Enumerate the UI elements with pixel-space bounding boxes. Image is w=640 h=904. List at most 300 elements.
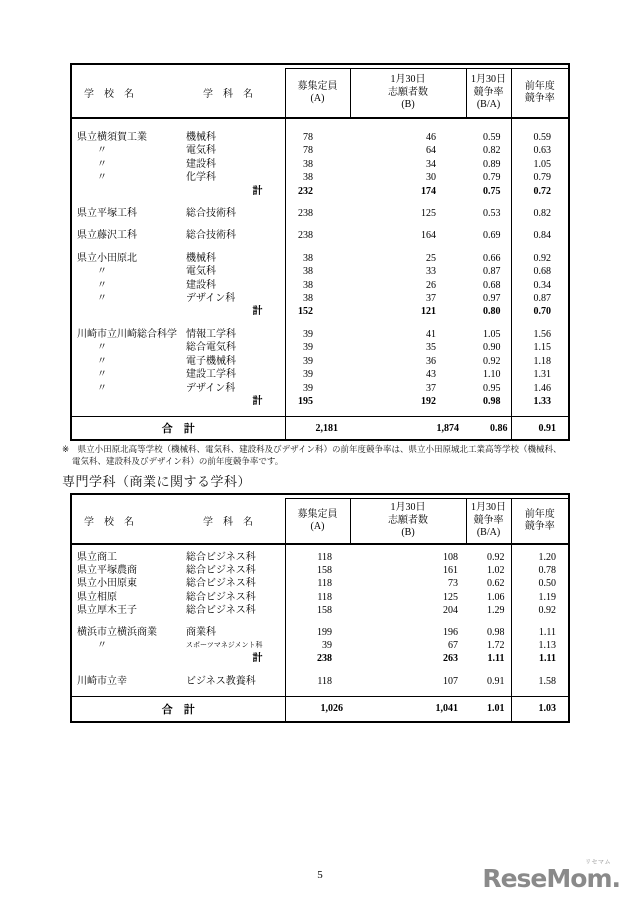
cell-b: 107 <box>443 675 458 687</box>
cell-prev: 1.11 <box>511 652 568 665</box>
cell-dept: デザイン科 <box>186 382 236 394</box>
table-row <box>72 144 568 157</box>
cell-b: 64 <box>426 145 436 157</box>
cell-b: 67 <box>448 640 458 652</box>
col-header-applicants <box>350 499 466 545</box>
cell-ba <box>466 220 511 229</box>
cell-ba: 0.92 <box>483 355 501 367</box>
table-row <box>72 252 568 265</box>
table-row <box>72 279 568 292</box>
table-row <box>72 229 568 242</box>
cell-dept <box>185 243 285 252</box>
cell-school <box>72 408 185 417</box>
cell-prev <box>511 198 568 207</box>
page-number: 5 <box>317 869 323 881</box>
cell-prev: 0.59 <box>511 131 568 144</box>
cell-dept: 計 <box>252 395 263 407</box>
cell-ba: 0.95 <box>483 382 501 394</box>
cell-a: 39 <box>285 341 350 354</box>
cell-school: 〃 <box>97 266 107 278</box>
cell-a <box>285 408 350 417</box>
grand-total-capacity: 2,181 <box>285 417 350 440</box>
table-row <box>72 265 568 278</box>
cell-ba: 0.53 <box>483 208 501 220</box>
cell-dept: 計 <box>252 306 263 318</box>
cell-a: 238 <box>285 652 350 665</box>
col-header-school: 学 校 名 <box>72 69 185 119</box>
cell-school: 県立厚木王子 <box>77 604 137 616</box>
cell-a: 238 <box>285 229 350 242</box>
cell-dept: 電気科 <box>186 266 216 278</box>
cell-a <box>285 243 350 252</box>
col-header-prev-ratio-line2: 競争率 <box>524 93 555 104</box>
cell-a <box>285 666 350 675</box>
cell-a <box>285 544 350 551</box>
cell-b: 263 <box>443 653 458 665</box>
cell-b: 41 <box>426 328 436 340</box>
cell-ba: 0.69 <box>483 230 501 242</box>
cell-a: 158 <box>285 564 350 577</box>
cell-b: 30 <box>426 172 436 184</box>
cell-school: 〃 <box>97 158 107 170</box>
cell-prev: 0.34 <box>511 279 568 292</box>
cell-ba: 0.80 <box>483 306 501 318</box>
spacer-row <box>72 243 568 252</box>
grand-total-label: 合 計 <box>72 696 285 721</box>
cell-prev: 0.63 <box>511 144 568 157</box>
cell-dept: 計 <box>252 653 263 665</box>
col-header-prev-ratio-line1: 前年度 <box>524 80 555 92</box>
cell-dept: 建設科 <box>186 279 216 291</box>
resemom-logo <box>482 860 620 892</box>
cell-school: 〃 <box>97 342 107 354</box>
col-header-applicants-line3: (B) <box>401 527 415 539</box>
cell-ba: 0.98 <box>483 395 501 407</box>
cell-a: 78 <box>285 131 350 144</box>
table-row <box>72 551 568 564</box>
col-header-capacity-line2: (A) <box>310 521 325 532</box>
cell-b: 37 <box>426 293 436 305</box>
cell-ba: 0.59 <box>483 132 501 143</box>
cell-b: 125 <box>421 208 436 220</box>
col-header-applicants-line1: 1月30日 <box>390 502 426 514</box>
cell-dept: 総合ビジネス科 <box>186 591 256 603</box>
footnote-line2: 電気科、建設科及びデザイン科）の前年度競争率です。 <box>72 455 284 466</box>
cell-a: 158 <box>285 604 350 617</box>
cell-school: 〃 <box>97 293 107 305</box>
cell-dept: 建設工学科 <box>186 369 236 381</box>
grand-total-row <box>72 696 568 721</box>
cell-dept: ビジネス教養科 <box>186 675 256 687</box>
cell-a: 38 <box>285 265 350 278</box>
cell-b: 33 <box>426 266 436 278</box>
header-row <box>72 69 568 119</box>
grand-total-ratio: 1.01 <box>466 696 511 721</box>
cell-prev: 1.05 <box>511 158 568 171</box>
cell-prev: 0.92 <box>511 252 568 265</box>
cell-b: 73 <box>448 578 458 590</box>
cell-b <box>350 319 466 328</box>
cell-prev <box>511 220 568 229</box>
col-header-ratio <box>466 69 511 119</box>
cell-dept: 機械科 <box>186 132 216 143</box>
cell-a: 38 <box>285 279 350 292</box>
grand-total-ratio: 0.86 <box>466 417 511 440</box>
cell-dept: 電気科 <box>186 145 216 157</box>
col-header-dept: 学 科 名 <box>185 69 285 119</box>
admission-table-1 <box>72 68 568 439</box>
cell-ba <box>466 243 511 252</box>
cell-dept: 総合ビジネス科 <box>186 565 256 577</box>
table-row <box>72 341 568 354</box>
cell-prev: 0.70 <box>511 305 568 318</box>
cell-a <box>285 319 350 328</box>
cell-ba: 1.29 <box>487 604 505 616</box>
table-row <box>72 564 568 577</box>
col-header-prev-ratio-line1: 前年度 <box>524 508 555 520</box>
cell-b: 125 <box>443 591 458 603</box>
cell-school <box>72 666 185 675</box>
cell-ba <box>466 544 511 551</box>
cell-ba <box>466 198 511 207</box>
cell-school: 横浜市立横浜商業 <box>77 627 157 639</box>
cell-prev <box>511 118 568 131</box>
cell-ba: 1.10 <box>483 369 501 381</box>
cell-ba: 0.97 <box>483 293 501 305</box>
cell-prev: 0.82 <box>511 207 568 220</box>
cell-ba <box>466 666 511 675</box>
cell-dept <box>185 666 285 675</box>
cell-prev: 1.33 <box>511 395 568 408</box>
cell-dept: 総合技術科 <box>186 230 236 242</box>
grand-total-prev-ratio: 1.03 <box>511 696 568 721</box>
cell-b: 196 <box>443 627 458 639</box>
cell-b: 43 <box>426 369 436 381</box>
cell-ba: 1.05 <box>483 328 501 340</box>
cell-prev <box>511 688 568 697</box>
grand-total-capacity: 1,026 <box>285 696 350 721</box>
cell-prev: 1.19 <box>511 591 568 604</box>
cell-a: 38 <box>285 292 350 305</box>
cell-a: 39 <box>285 368 350 381</box>
table-row <box>72 639 568 652</box>
footnote-line1: ※ 県立小田原北高等学校（機械科、電気科、建設科及びデザイン科）の前年度競争率は、県立小田原城北工業高等学校（機械科、 <box>62 444 562 454</box>
cell-a: 118 <box>285 577 350 590</box>
cell-b: 204 <box>443 604 458 616</box>
cell-prev <box>511 544 568 551</box>
table-row <box>72 577 568 590</box>
cell-ba: 1.02 <box>487 565 505 577</box>
cell-a: 199 <box>285 626 350 639</box>
cell-ba: 0.91 <box>487 675 505 687</box>
cell-dept <box>185 688 285 697</box>
cell-b <box>350 243 466 252</box>
cell-b: 108 <box>443 552 458 563</box>
col-header-dept: 学 科 名 <box>185 499 285 545</box>
cell-b: 161 <box>443 565 458 577</box>
cell-dept: 情報工学科 <box>186 328 236 340</box>
table-row <box>72 368 568 381</box>
cell-school: 県立藤沢工科 <box>77 230 137 242</box>
cell-b: 121 <box>421 306 436 318</box>
cell-school: 川崎市立川崎総合科学 <box>77 328 177 340</box>
cell-b: 174 <box>421 185 436 197</box>
cell-prev: 1.15 <box>511 341 568 354</box>
cell-dept: 化学科 <box>186 172 216 184</box>
cell-prev: 1.31 <box>511 368 568 381</box>
cell-a: 238 <box>285 207 350 220</box>
col-header-ratio-line3: (B/A) <box>476 527 501 539</box>
cell-prev: 1.18 <box>511 355 568 368</box>
table-row <box>72 207 568 220</box>
cell-dept: スポーツマネジメント科 <box>186 641 263 650</box>
col-header-applicants-line2: 志願者数 <box>388 86 428 98</box>
cell-ba: 0.75 <box>483 185 501 197</box>
table-row <box>72 395 568 408</box>
col-header-capacity <box>285 499 350 545</box>
col-header-capacity-line1: 募集定員 <box>297 80 338 92</box>
cell-prev: 1.13 <box>511 639 568 652</box>
cell-b: 37 <box>426 382 436 394</box>
cell-a: 39 <box>285 328 350 341</box>
header-row <box>72 499 568 545</box>
cell-ba: 0.82 <box>483 145 501 157</box>
cell-prev: 1.11 <box>511 626 568 639</box>
cell-a: 39 <box>285 355 350 368</box>
cell-prev <box>511 243 568 252</box>
cell-a: 232 <box>285 185 350 198</box>
cell-ba: 0.79 <box>483 172 501 184</box>
table-row <box>72 652 568 665</box>
cell-b <box>350 688 466 697</box>
col-header-applicants-line2: 志願者数 <box>388 514 428 526</box>
col-header-prev-ratio-line2: 競争率 <box>524 521 555 532</box>
cell-school <box>72 305 185 318</box>
grand-total-applicants: 1,041 <box>350 696 466 721</box>
col-header-ratio-line2: 競争率 <box>473 514 504 526</box>
spacer-row <box>72 319 568 328</box>
cell-a: 38 <box>285 158 350 171</box>
cell-school <box>72 544 185 551</box>
cell-prev: 0.92 <box>511 604 568 617</box>
table-row <box>72 626 568 639</box>
col-header-ratio-line2: 競争率 <box>473 86 504 98</box>
cell-school: 県立小田原北 <box>77 252 137 264</box>
cell-a: 118 <box>285 551 350 564</box>
spacer-row <box>72 408 568 417</box>
cell-a: 195 <box>285 395 350 408</box>
cell-dept: 総合技術科 <box>186 208 236 220</box>
cell-ba: 0.62 <box>487 578 505 590</box>
table-row <box>72 185 568 198</box>
cell-prev: 1.56 <box>511 328 568 341</box>
spacer-row <box>72 544 568 551</box>
cell-b: 192 <box>421 395 436 407</box>
table-row <box>72 675 568 688</box>
cell-b: 36 <box>426 355 436 367</box>
cell-dept: デザイン科 <box>186 293 236 305</box>
table-row <box>72 382 568 395</box>
logo-wordmark: ReseMom. <box>482 864 620 893</box>
cell-dept <box>185 198 285 207</box>
cell-dept <box>185 118 285 131</box>
grand-total-row <box>72 417 568 440</box>
cell-school <box>72 243 185 252</box>
cell-school: 県立小田原東 <box>77 578 137 590</box>
cell-prev: 0.79 <box>511 171 568 184</box>
cell-ba: 1.72 <box>487 640 505 652</box>
cell-ba: 0.66 <box>483 252 501 264</box>
cell-dept <box>185 408 285 417</box>
cell-school: 県立商工 <box>77 552 117 563</box>
cell-ba: 1.11 <box>487 653 505 665</box>
cell-ba: 0.89 <box>483 158 501 170</box>
cell-dept: 建設科 <box>186 158 216 170</box>
cell-ba: 1.06 <box>487 591 505 603</box>
cell-prev: 1.58 <box>511 675 568 688</box>
cell-ba: 0.98 <box>487 627 505 639</box>
col-header-prev-ratio <box>511 499 568 545</box>
table-row <box>72 328 568 341</box>
cell-school <box>72 220 185 229</box>
cell-school <box>72 395 185 408</box>
cell-school <box>72 185 185 198</box>
cell-b: 25 <box>426 252 436 264</box>
section-title: 専門学科（商業に関する学科） <box>62 474 252 489</box>
col-header-applicants-line1: 1月30日 <box>390 74 426 86</box>
cell-school: 県立平塚工科 <box>77 208 137 220</box>
col-header-applicants-line3: (B) <box>401 99 415 111</box>
col-header-prev-ratio <box>511 69 568 119</box>
footnote <box>62 444 574 467</box>
cell-dept: 総合ビジネス科 <box>186 604 256 616</box>
cell-dept <box>185 319 285 328</box>
cell-school: 県立平塚農商 <box>77 565 137 577</box>
cell-school: 〃 <box>97 382 107 394</box>
grand-total-label: 合 計 <box>72 417 285 440</box>
grand-total-prev-ratio: 0.91 <box>511 417 568 440</box>
cell-a: 78 <box>285 144 350 157</box>
cell-school: 県立相原 <box>77 591 117 603</box>
cell-school <box>72 118 185 131</box>
cell-prev <box>511 666 568 675</box>
cell-school <box>72 688 185 697</box>
cell-ba: 0.68 <box>483 279 501 291</box>
cell-ba <box>466 617 511 626</box>
cell-prev: 0.72 <box>511 185 568 198</box>
cell-school: 〃 <box>97 172 107 184</box>
cell-b: 35 <box>426 342 436 354</box>
col-header-ratio <box>466 499 511 545</box>
cell-b: 34 <box>426 158 436 170</box>
cell-prev: 1.46 <box>511 382 568 395</box>
industrial-departments-table <box>70 63 570 441</box>
table-row <box>72 591 568 604</box>
cell-b <box>350 220 466 229</box>
cell-a: 38 <box>285 252 350 265</box>
cell-school <box>72 652 185 665</box>
cell-b <box>350 666 466 675</box>
cell-school <box>72 198 185 207</box>
spacer-row <box>72 118 568 131</box>
spacer-row <box>72 198 568 207</box>
cell-a <box>285 220 350 229</box>
cell-prev: 1.20 <box>511 551 568 564</box>
cell-prev: 0.78 <box>511 564 568 577</box>
table-row <box>72 131 568 144</box>
cell-dept <box>185 617 285 626</box>
cell-dept: 総合ビジネス科 <box>186 552 256 563</box>
cell-dept <box>185 544 285 551</box>
cell-school: 〃 <box>97 640 107 652</box>
cell-b <box>350 118 466 131</box>
admission-table-2 <box>72 498 568 721</box>
cell-prev: 0.68 <box>511 265 568 278</box>
table-row <box>72 171 568 184</box>
cell-dept: 機械科 <box>186 252 216 264</box>
cell-ba <box>466 319 511 328</box>
spacer-row <box>72 688 568 697</box>
col-header-ratio-line1: 1月30日 <box>471 74 506 86</box>
cell-a: 38 <box>285 171 350 184</box>
cell-a: 152 <box>285 305 350 318</box>
cell-ba <box>466 118 511 131</box>
cell-school: 〃 <box>97 279 107 291</box>
cell-b: 46 <box>426 132 436 143</box>
table-row <box>72 604 568 617</box>
cell-dept: 電子機械科 <box>186 355 236 367</box>
col-header-applicants <box>350 69 466 119</box>
cell-b <box>350 544 466 551</box>
cell-school: 〃 <box>97 369 107 381</box>
spacer-row <box>72 666 568 675</box>
cell-a <box>285 118 350 131</box>
cell-dept: 総合電気科 <box>186 342 236 354</box>
cell-b: 164 <box>421 230 436 242</box>
commerce-departments-table <box>70 493 570 723</box>
col-header-school: 学 校 名 <box>72 499 185 545</box>
table-row <box>72 292 568 305</box>
table-row <box>72 355 568 368</box>
grand-total-applicants: 1,874 <box>350 417 466 440</box>
cell-dept <box>185 220 285 229</box>
cell-b <box>350 408 466 417</box>
table-row <box>72 305 568 318</box>
col-header-ratio-line3: (B/A) <box>476 99 501 111</box>
cell-prev: 0.87 <box>511 292 568 305</box>
cell-a: 39 <box>285 639 350 652</box>
cell-a: 39 <box>285 382 350 395</box>
cell-school <box>72 319 185 328</box>
cell-prev <box>511 408 568 417</box>
cell-ba: 0.87 <box>483 266 501 278</box>
cell-dept: 計 <box>252 185 263 197</box>
table-row <box>72 158 568 171</box>
cell-ba: 0.90 <box>483 342 501 354</box>
col-header-capacity-line1: 募集定員 <box>297 508 338 520</box>
cell-ba <box>466 408 511 417</box>
cell-dept: 総合ビジネス科 <box>186 578 256 590</box>
cell-b: 26 <box>426 279 436 291</box>
cell-ba <box>466 688 511 697</box>
cell-ba: 0.92 <box>487 552 505 563</box>
cell-school <box>72 617 185 626</box>
cell-b <box>350 198 466 207</box>
spacer-row <box>72 617 568 626</box>
spacer-row <box>72 220 568 229</box>
col-header-ratio-line1: 1月30日 <box>471 502 506 514</box>
cell-prev: 0.50 <box>511 577 568 590</box>
